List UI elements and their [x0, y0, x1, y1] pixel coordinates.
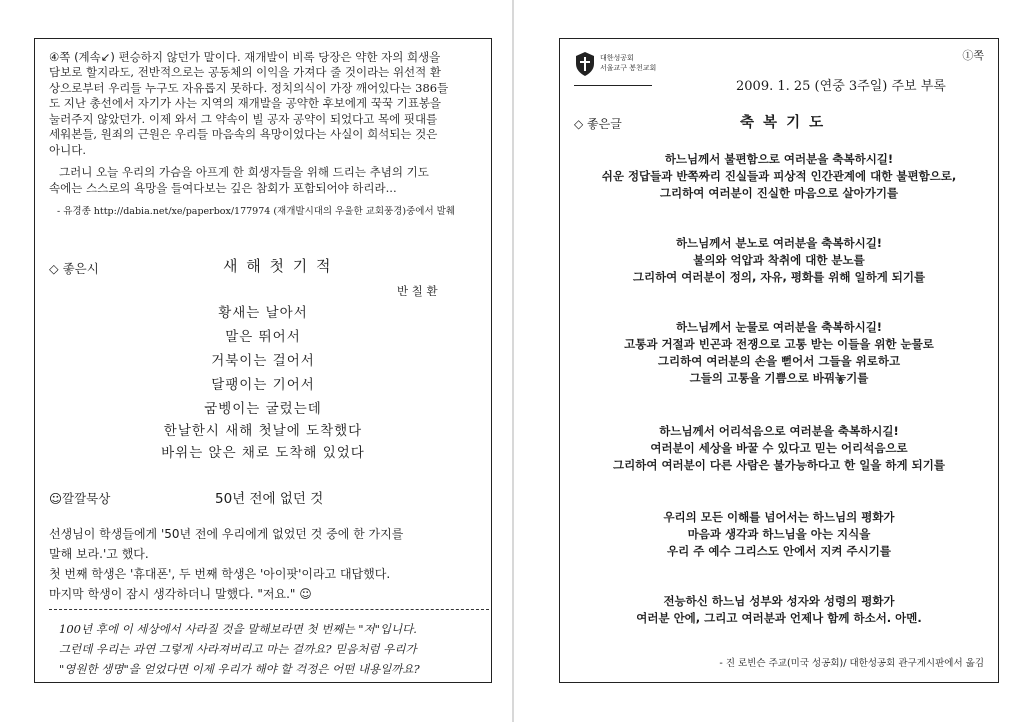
logo-text-line: 서울교구 봉천교회: [600, 64, 657, 72]
source-citation: - 유경종 http://dabia.net/xe/paperbox/177974 (재개발시대의 우울한 교회풍경)중에서 발췌: [57, 206, 455, 217]
logo-text: [600, 53, 656, 73]
blessing-line: 그들의 고통을 기쁨으로 바꿔놓기를: [689, 371, 869, 385]
blessing-line: 하느님께서 눈물로 여러분을 축복하시길!: [675, 320, 883, 334]
poem-line: 거북이는 걸어서: [211, 353, 315, 369]
poem-author: 반 칠 환: [397, 284, 438, 298]
humor-line: 마지막 학생이 잠시 생각하더니 말했다. "저요." ☺: [49, 587, 312, 601]
article-paragraph-2-end: [49, 181, 479, 197]
blessing-stanza: [560, 151, 998, 202]
article-paragraph-2: [49, 165, 479, 181]
church-logo: [574, 51, 596, 81]
poem-line: 황새는 날아서: [218, 305, 308, 321]
logo-underline: [574, 85, 652, 86]
blessing-stanza: [560, 593, 998, 627]
blessing-line: 하느님께서 불편함으로 여러분을 축복하시길!: [664, 152, 894, 166]
blessing-line: 고통과 거절과 빈곤과 전쟁으로 고통 받는 이들을 위한 눈물로: [624, 337, 934, 351]
continued-label: [49, 49, 440, 65]
poem-line: 바위는 앉은 채로 도착해 있었다: [161, 445, 365, 461]
blessing-line: 마음과 생각과 하느님을 아는 지식을: [687, 527, 871, 541]
poem-line: 달팽이는 기어서: [211, 377, 315, 393]
humor-section-label: ☺깔깔묵상: [49, 491, 111, 506]
text-line: 속에는 스스로의 욕망을 들여다보는 깊은 참회가 포함되어야 하리라...: [49, 181, 397, 195]
blessing-line: 쉬운 정답들과 반쪽짜리 진실들과 피상적 인간관계에 대한 불편함으로,: [601, 169, 957, 183]
text-line: 눌러주지 않았던가. 이제 와서 그 약속이 빌 공자 공약이 되었다고 목에 핏대를: [49, 111, 438, 126]
left-page: [34, 38, 492, 683]
blessing-line: 우리 주 예수 그리스도 안에서 지켜 주시기를: [667, 544, 891, 558]
blessing-line: 그리하여 여러분이 정의, 자유, 평화를 위해 일하게 되기를: [632, 270, 926, 284]
blessing-line: 하느님께서 분노로 여러분을 축복하시길!: [675, 236, 883, 250]
blessing-line: 그리하여 여러분이 진실한 마음으로 살아가기를: [659, 186, 899, 200]
blessing-line: 전능하신 하느님 성부와 성자와 성령의 평화가: [663, 594, 895, 608]
blessing-line: 그리하여 여러분의 손을 뻗어서 그들을 위로하고: [657, 354, 901, 368]
humor-line: 말해 보라.'고 했다.: [49, 547, 149, 561]
article-paragraph: [49, 65, 479, 158]
continued-marker: ④쪽 (계속↙): [49, 50, 115, 64]
closing-line: 그런데 우리는 과연 그렇게 사라져버리고 마는 걸까요? 믿음처럼 우리가: [59, 642, 417, 656]
right-page: [559, 38, 999, 683]
closing-line: 100년 후에 이 세상에서 사라질 것을 말해보라면 첫 번째는 "저"입니다.: [59, 622, 417, 636]
text-line: 도 지난 총선에서 자기가 사는 지역의 재개발을 공약한 후보에게 꾹꾹 기표봉을: [49, 96, 442, 110]
closing-line: "영원한 생명"을 얻었다면 이제 우리가 해야 할 걱정은 어떤 내용일까요?: [59, 662, 420, 676]
page-number: ①쪽: [962, 49, 984, 62]
section-label: ◇ 좋은글: [574, 117, 622, 131]
text-line: 세워본들, 원죄의 근원은 우리들 마음속의 욕망이었다는 사실이 희석되는 것은: [49, 127, 438, 141]
shield-icon: [574, 51, 596, 77]
date-line: 2009. 1. 25 (연중 3주일) 주보 부록: [736, 79, 946, 94]
text-line: 상으로부터 우리들 누구도 자유롭지 못하다. 정치의식이 가장 깨어있다는 386들: [49, 80, 449, 95]
blessing-stanza: [560, 319, 998, 387]
blessing-stanza: [560, 423, 998, 474]
logo-text-line: 대한성공회: [600, 54, 634, 62]
poem-line: 굼벵이는 굴렀는데: [204, 401, 322, 417]
text-line: 담보로 할지라도, 전반적으로는 공동체의 이익을 가져다 줄 것이라는 위선적 환: [49, 65, 442, 79]
humor-line: 선생님이 학생들에게 '50년 전에 우리에게 없었던 것 중에 한 가지를: [49, 527, 404, 541]
blessing-line: 여러분이 세상을 바꿀 수 있다고 믿는 어리석음으로: [650, 441, 908, 455]
blessing-line: 여러분 안에, 그리고 여러분과 언제나 함께 하소서. 아멘.: [636, 611, 922, 625]
poem-line: 말은 뛰어서: [225, 329, 301, 345]
poem-section-label: ◇ 좋은시: [49, 261, 99, 276]
blessing-line: 우리의 모든 이해를 넘어서는 하느님의 평화가: [663, 510, 895, 524]
blessing-stanza: [560, 509, 998, 560]
credit-line: - 진 로빈슨 주교(미국 성공회)/ 대한성공회 관구게시판에서 옮김: [719, 658, 984, 669]
poem-line: 한날한시 새해 첫날에 도착했다: [163, 423, 363, 439]
page-fold: [512, 0, 514, 722]
blessing-stanza: [560, 235, 998, 286]
prayer-title: 축 복 기 도: [740, 115, 826, 131]
humor-title: 50년 전에 없던 것: [215, 491, 324, 507]
text-line: 아니다.: [49, 142, 86, 157]
blessing-line: 그리하여 여러분이 다른 사람은 불가능하다고 한 일을 하게 되기를: [613, 458, 945, 472]
poem-title: 새 해 첫 기 적: [223, 257, 333, 275]
text-line: 그러니 오늘 우리의 가슴을 아프게 한 희생자들을 위해 드리는 추념의 기도: [59, 165, 429, 179]
dashed-divider: [49, 609, 489, 610]
text-line: 편승하지 않던가 말이다. 재개발이 비록 당장은 약한 자의 희생을: [118, 50, 441, 64]
blessing-line: 불의와 억압과 착취에 대한 분노를: [693, 253, 865, 267]
humor-line: 첫 번째 학생은 '휴대폰', 두 번째 학생은 '아이팟'이라고 대답했다.: [49, 567, 391, 581]
blessing-line: 하느님께서 어리석음으로 여러분을 축복하시길!: [659, 424, 899, 438]
